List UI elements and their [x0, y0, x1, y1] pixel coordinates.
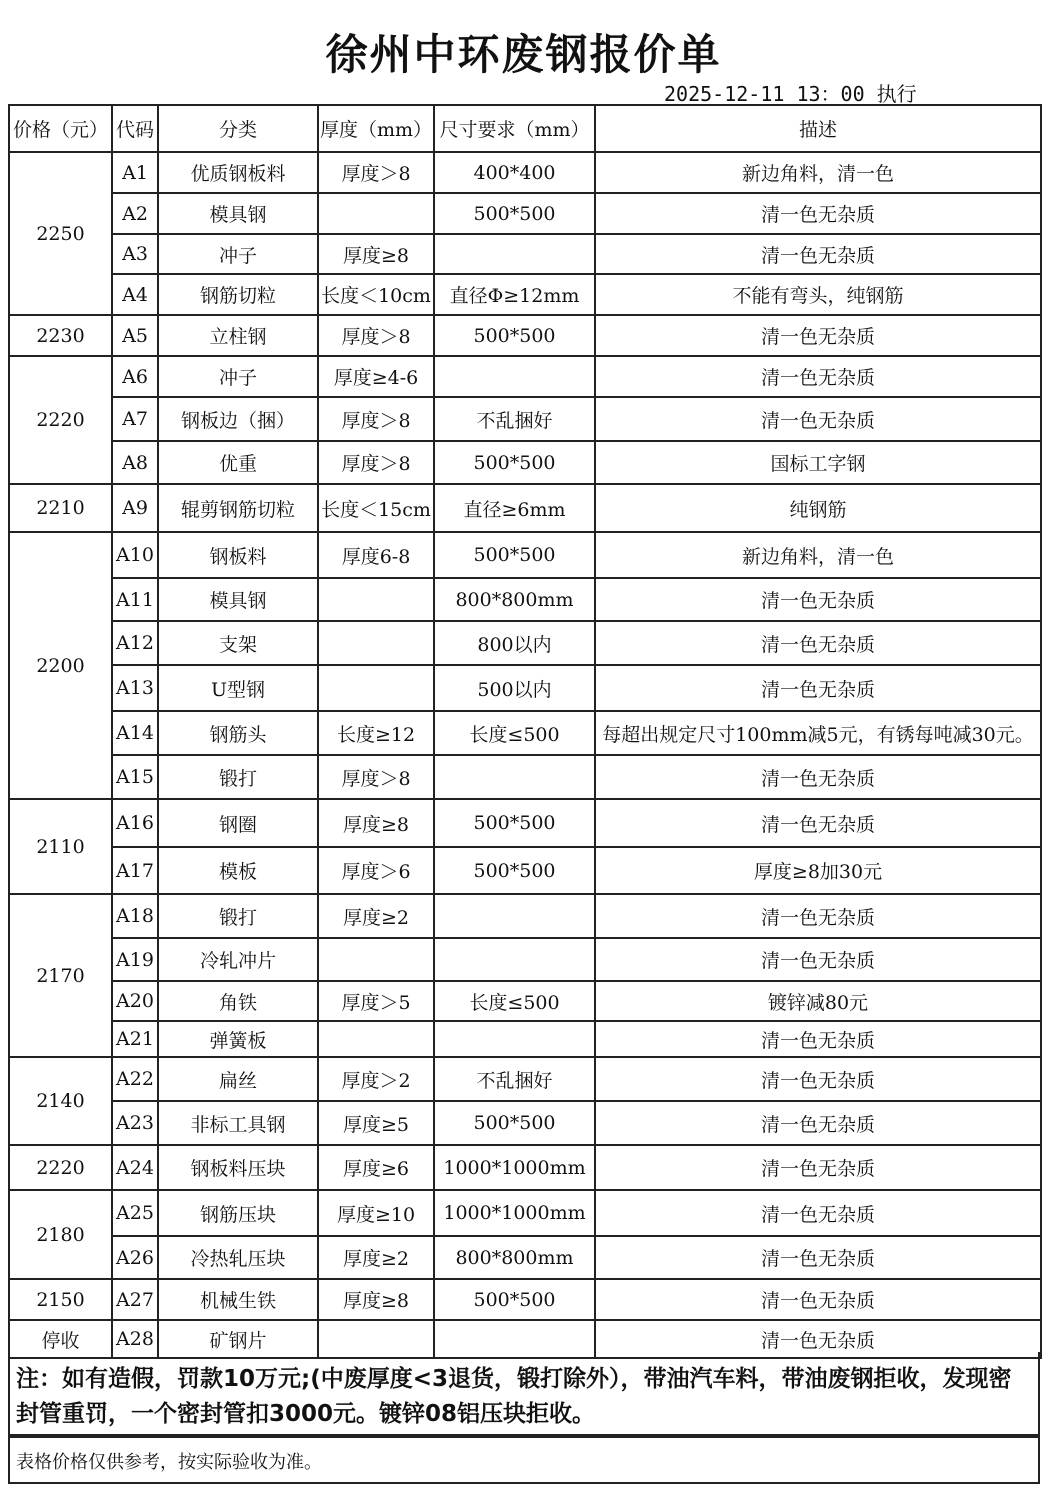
category-cell: 冲子 — [158, 234, 318, 274]
table-row — [9, 1057, 1041, 1101]
category-cell: 锻打 — [158, 894, 318, 938]
price-cell: 2210 — [9, 484, 112, 532]
category-cell: 扁丝 — [158, 1057, 318, 1101]
thickness-cell: 厚度≥6 — [318, 1145, 434, 1190]
size-cell: 500*500 — [434, 532, 595, 578]
size-cell: 500*500 — [434, 441, 595, 484]
price-cell: 2140 — [9, 1057, 112, 1145]
penalty-note: 注：如有造假，罚款10万元;(中废厚度<3退货，锻打除外），带油汽车料，带油废钢拒收，发现密封管重罚，一个密封管扣3000元。镀锌08铝压块拒收。 — [8, 1352, 1040, 1436]
thickness-cell: 厚度≥2 — [318, 1236, 434, 1279]
category-cell: 冷轧冲片 — [158, 938, 318, 981]
code-cell: A5 — [112, 315, 158, 356]
category-cell: 矿钢片 — [158, 1320, 318, 1358]
code-cell: A8 — [112, 441, 158, 484]
thickness-cell: 厚度＞8 — [318, 755, 434, 799]
size-cell — [434, 356, 595, 397]
category-cell: 辊剪钢筋切粒 — [158, 484, 318, 532]
header-code: 代码 — [112, 105, 158, 152]
category-cell: 模具钢 — [158, 578, 318, 621]
header-category: 分类 — [158, 105, 318, 152]
size-cell: 500*500 — [434, 1101, 595, 1145]
thickness-cell: 厚度＞5 — [318, 981, 434, 1021]
table-row — [9, 578, 1041, 621]
thickness-cell: 厚度≥5 — [318, 1101, 434, 1145]
category-cell: 冷热轧压块 — [158, 1236, 318, 1279]
category-cell: 锻打 — [158, 755, 318, 799]
thickness-cell: 厚度＞8 — [318, 152, 434, 193]
description-cell: 清一色无杂质 — [595, 755, 1041, 799]
category-cell: 模板 — [158, 847, 318, 894]
effective-time: 2025-12-11 13：00 执行 — [664, 82, 917, 106]
description-cell: 清一色无杂质 — [595, 1101, 1041, 1145]
size-cell: 500*500 — [434, 799, 595, 847]
description-cell: 清一色无杂质 — [595, 1236, 1041, 1279]
table-body — [9, 152, 1041, 1358]
category-cell: 非标工具钢 — [158, 1101, 318, 1145]
category-cell: 机械生铁 — [158, 1279, 318, 1320]
table-row — [9, 234, 1041, 274]
size-cell: 1000*1000mm — [434, 1190, 595, 1236]
description-cell: 国标工字钢 — [595, 441, 1041, 484]
size-cell: 长度≤500 — [434, 981, 595, 1021]
description-cell: 清一色无杂质 — [595, 234, 1041, 274]
description-cell: 清一色无杂质 — [595, 665, 1041, 711]
code-cell: A2 — [112, 193, 158, 234]
size-cell — [434, 938, 595, 981]
description-cell: 纯钢筋 — [595, 484, 1041, 532]
table-row — [9, 356, 1041, 397]
category-cell: 优质钢板料 — [158, 152, 318, 193]
category-cell: 优重 — [158, 441, 318, 484]
header-size: 尺寸要求（mm） — [434, 105, 595, 152]
code-cell: A6 — [112, 356, 158, 397]
category-cell: 弹簧板 — [158, 1021, 318, 1057]
code-cell: A21 — [112, 1021, 158, 1057]
description-cell: 清一色无杂质 — [595, 1320, 1041, 1358]
price-cell: 2150 — [9, 1279, 112, 1320]
description-cell: 镀锌减80元 — [595, 981, 1041, 1021]
code-cell: A11 — [112, 578, 158, 621]
category-cell: 支架 — [158, 621, 318, 665]
size-cell — [434, 894, 595, 938]
code-cell: A14 — [112, 711, 158, 755]
description-cell: 厚度≥8加30元 — [595, 847, 1041, 894]
code-cell: A10 — [112, 532, 158, 578]
code-cell: A26 — [112, 1236, 158, 1279]
code-cell: A23 — [112, 1101, 158, 1145]
description-cell: 清一色无杂质 — [595, 397, 1041, 441]
code-cell: A12 — [112, 621, 158, 665]
table-row — [9, 711, 1041, 755]
thickness-cell — [318, 665, 434, 711]
category-cell: 角铁 — [158, 981, 318, 1021]
price-cell: 2170 — [9, 894, 112, 1057]
description-cell: 新边角料，清一色 — [595, 152, 1041, 193]
description-cell: 清一色无杂质 — [595, 193, 1041, 234]
table-row — [9, 315, 1041, 356]
thickness-cell: 厚度6-8 — [318, 532, 434, 578]
price-cell: 2180 — [9, 1190, 112, 1279]
table-row — [9, 441, 1041, 484]
price-cell: 2250 — [9, 152, 112, 315]
description-cell: 清一色无杂质 — [595, 1190, 1041, 1236]
code-cell: A24 — [112, 1145, 158, 1190]
thickness-cell — [318, 938, 434, 981]
code-cell: A15 — [112, 755, 158, 799]
category-cell: 钢筋切粒 — [158, 274, 318, 315]
table-row — [9, 1021, 1041, 1057]
category-cell: 立柱钢 — [158, 315, 318, 356]
category-cell: 钢筋头 — [158, 711, 318, 755]
category-cell: U型钢 — [158, 665, 318, 711]
thickness-cell: 长度≥12 — [318, 711, 434, 755]
price-cell: 2110 — [9, 799, 112, 894]
description-cell: 新边角料，清一色 — [595, 532, 1041, 578]
description-cell: 清一色无杂质 — [595, 1279, 1041, 1320]
price-cell: 2230 — [9, 315, 112, 356]
size-cell — [434, 755, 595, 799]
table-row — [9, 894, 1041, 938]
code-cell: A22 — [112, 1057, 158, 1101]
thickness-cell: 长度＜10cm — [318, 274, 434, 315]
description-cell: 清一色无杂质 — [595, 938, 1041, 981]
size-cell: 800*800mm — [434, 578, 595, 621]
table-row — [9, 193, 1041, 234]
code-cell: A25 — [112, 1190, 158, 1236]
description-cell: 清一色无杂质 — [595, 578, 1041, 621]
thickness-cell: 长度＜15cm — [318, 484, 434, 532]
code-cell: A28 — [112, 1320, 158, 1358]
header-description: 描述 — [595, 105, 1041, 152]
size-cell: 长度≤500 — [434, 711, 595, 755]
code-cell: A9 — [112, 484, 158, 532]
table-row — [9, 274, 1041, 315]
table-row — [9, 532, 1041, 578]
description-cell: 清一色无杂质 — [595, 894, 1041, 938]
description-cell: 每超出规定尺寸100mm减5元，有锈每吨减30元。 — [595, 711, 1041, 755]
header-price: 价格（元） — [9, 105, 112, 152]
category-cell: 钢圈 — [158, 799, 318, 847]
category-cell: 钢板料压块 — [158, 1145, 318, 1190]
code-cell: A7 — [112, 397, 158, 441]
reference-note: 表格价格仅供参考，按实际验收为准。 — [8, 1436, 1040, 1484]
thickness-cell: 厚度＞2 — [318, 1057, 434, 1101]
thickness-cell: 厚度≥2 — [318, 894, 434, 938]
description-cell: 清一色无杂质 — [595, 621, 1041, 665]
size-cell: 不乱捆好 — [434, 397, 595, 441]
description-cell: 清一色无杂质 — [595, 1021, 1041, 1057]
thickness-cell: 厚度≥8 — [318, 799, 434, 847]
table-row — [9, 847, 1041, 894]
size-cell — [434, 1021, 595, 1057]
size-cell: 500*500 — [434, 315, 595, 356]
code-cell: A18 — [112, 894, 158, 938]
size-cell: 500*500 — [434, 847, 595, 894]
header-thickness: 厚度（mm） — [318, 105, 434, 152]
code-cell: A1 — [112, 152, 158, 193]
thickness-cell: 厚度＞8 — [318, 397, 434, 441]
table-row — [9, 397, 1041, 441]
thickness-cell: 厚度≥4-6 — [318, 356, 434, 397]
code-cell: A17 — [112, 847, 158, 894]
size-cell: 500*500 — [434, 1279, 595, 1320]
price-cell: 2220 — [9, 1145, 112, 1190]
size-cell: 直径≥6mm — [434, 484, 595, 532]
thickness-cell: 厚度≥8 — [318, 234, 434, 274]
category-cell: 模具钢 — [158, 193, 318, 234]
thickness-cell: 厚度≥10 — [318, 1190, 434, 1236]
size-cell — [434, 234, 595, 274]
price-cell: 停收 — [9, 1320, 112, 1358]
table-row — [9, 938, 1041, 981]
thickness-cell — [318, 621, 434, 665]
table-row — [9, 621, 1041, 665]
table-row — [9, 799, 1041, 847]
size-cell: 1000*1000mm — [434, 1145, 595, 1190]
description-cell: 清一色无杂质 — [595, 1057, 1041, 1101]
description-cell: 清一色无杂质 — [595, 799, 1041, 847]
price-cell: 2200 — [9, 532, 112, 799]
table-row — [9, 152, 1041, 193]
size-cell: 800以内 — [434, 621, 595, 665]
size-cell: 不乱捆好 — [434, 1057, 595, 1101]
description-cell: 清一色无杂质 — [595, 1145, 1041, 1190]
table-row — [9, 755, 1041, 799]
thickness-cell: 厚度≥8 — [318, 1279, 434, 1320]
price-table — [8, 104, 1042, 1359]
code-cell: A4 — [112, 274, 158, 315]
table-row — [9, 1101, 1041, 1145]
category-cell: 钢筋压块 — [158, 1190, 318, 1236]
thickness-cell — [318, 578, 434, 621]
code-cell: A3 — [112, 234, 158, 274]
code-cell: A20 — [112, 981, 158, 1021]
category-cell: 钢板边（捆） — [158, 397, 318, 441]
size-cell: 800*800mm — [434, 1236, 595, 1279]
table-row — [9, 1190, 1041, 1236]
table-row — [9, 981, 1041, 1021]
table-row — [9, 1279, 1041, 1320]
code-cell: A19 — [112, 938, 158, 981]
table-row — [9, 484, 1041, 532]
table-row — [9, 1145, 1041, 1190]
thickness-cell: 厚度＞8 — [318, 441, 434, 484]
code-cell: A16 — [112, 799, 158, 847]
price-cell: 2220 — [9, 356, 112, 484]
table-row — [9, 665, 1041, 711]
description-cell: 清一色无杂质 — [595, 356, 1041, 397]
description-cell: 清一色无杂质 — [595, 315, 1041, 356]
header-row — [9, 105, 1041, 152]
code-cell: A13 — [112, 665, 158, 711]
thickness-cell — [318, 1021, 434, 1057]
code-cell: A27 — [112, 1279, 158, 1320]
thickness-cell: 厚度＞8 — [318, 315, 434, 356]
thickness-cell — [318, 193, 434, 234]
page-title: 徐州中环废钢报价单 — [325, 30, 722, 79]
size-cell: 400*400 — [434, 152, 595, 193]
size-cell: 直径Φ≥12mm — [434, 274, 595, 315]
category-cell: 钢板料 — [158, 532, 318, 578]
size-cell: 500*500 — [434, 193, 595, 234]
description-cell: 不能有弯头，纯钢筋 — [595, 274, 1041, 315]
table-row — [9, 1236, 1041, 1279]
size-cell: 500以内 — [434, 665, 595, 711]
thickness-cell: 厚度＞6 — [318, 847, 434, 894]
category-cell: 冲子 — [158, 356, 318, 397]
